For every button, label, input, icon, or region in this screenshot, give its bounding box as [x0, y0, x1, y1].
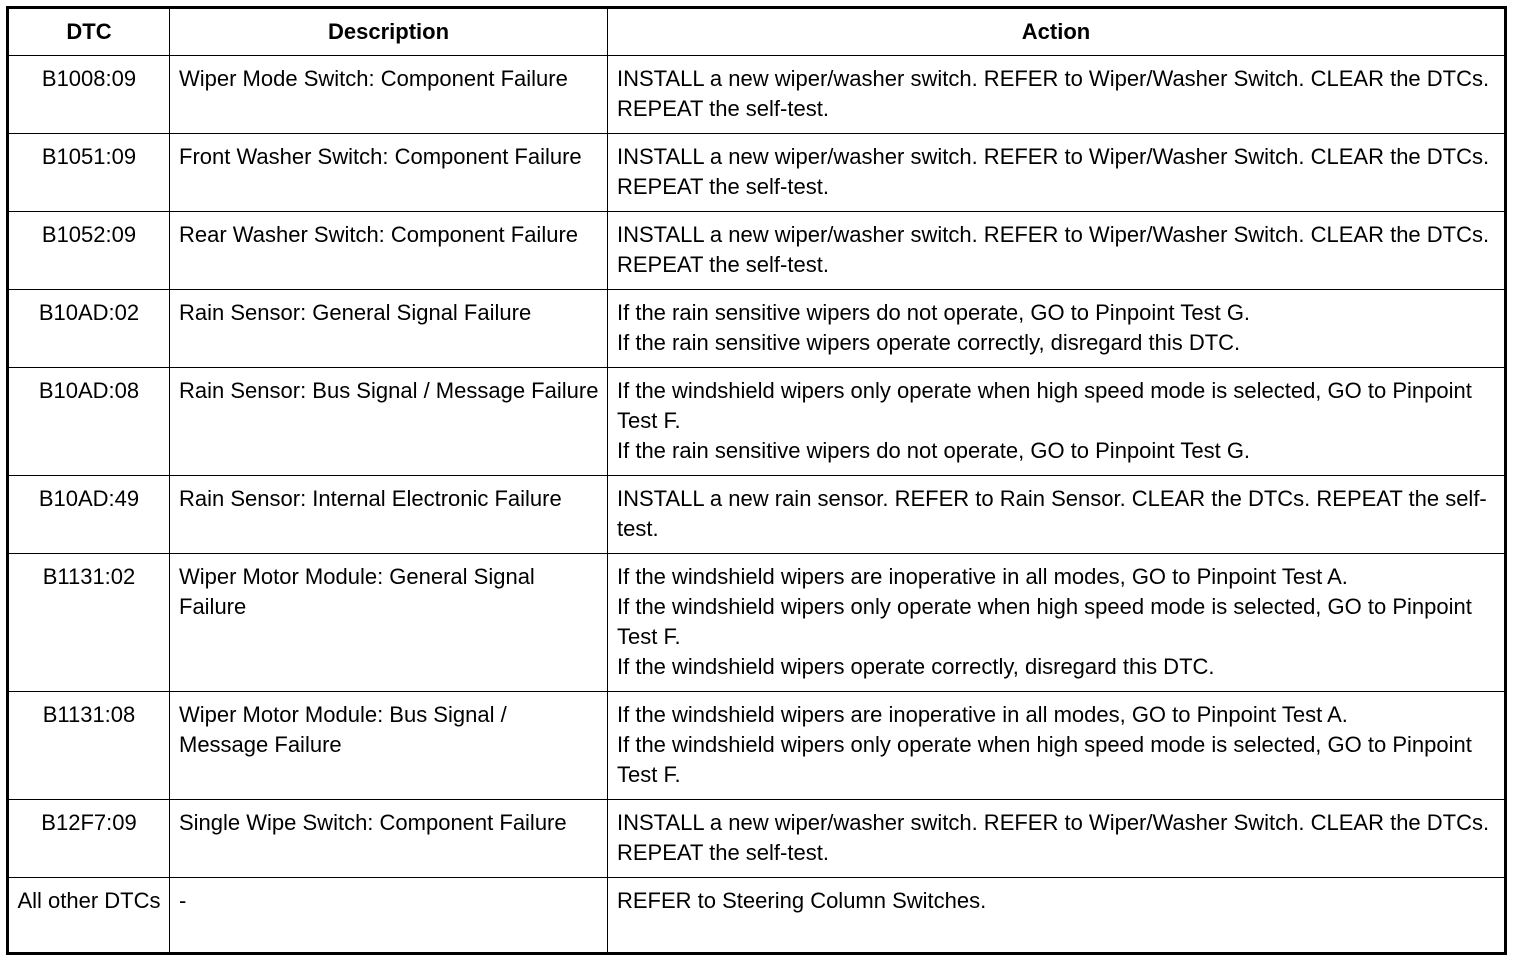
table-body [8, 56, 1506, 954]
table-row [8, 554, 1506, 692]
dtc-description: Rain Sensor: Bus Signal / Message Failure [170, 368, 608, 476]
dtc-action [608, 212, 1506, 290]
action-line: INSTALL a new wiper/washer switch. REFER to Wiper/Washer Switch. CLEAR the DTCs. REPEAT the self-test. [617, 144, 1490, 199]
action-line: INSTALL a new wiper/washer switch. REFER to Wiper/Washer Switch. CLEAR the DTCs. REPEAT the self-test. [617, 66, 1490, 121]
action-line: REFER to Steering Column Switches. [617, 888, 987, 913]
dtc-description: Rear Washer Switch: Component Failure [170, 212, 608, 290]
dtc-code: All other DTCs [8, 878, 170, 954]
table-row [8, 800, 1506, 878]
dtc-action [608, 554, 1506, 692]
dtc-action [608, 134, 1506, 212]
dtc-code: B1131:08 [8, 692, 170, 800]
header-description: Description [170, 8, 608, 56]
table-row [8, 692, 1506, 800]
dtc-action [608, 692, 1506, 800]
dtc-description: Wiper Motor Module: General Signal Failure [170, 554, 608, 692]
dtc-description: Wiper Motor Module: Bus Signal / Message Failure [170, 692, 608, 800]
action-line: If the rain sensitive wipers do not operate, GO to Pinpoint Test G. [617, 300, 1251, 325]
dtc-description: Rain Sensor: Internal Electronic Failure [170, 476, 608, 554]
dtc-action [608, 800, 1506, 878]
table-row [8, 368, 1506, 476]
dtc-code: B10AD:08 [8, 368, 170, 476]
table-row [8, 476, 1506, 554]
action-line: If the windshield wipers operate correctly, disregard this DTC. [617, 654, 1215, 679]
dtc-description: Single Wipe Switch: Component Failure [170, 800, 608, 878]
dtc-table [6, 6, 1507, 955]
table-row [8, 56, 1506, 134]
dtc-action [608, 290, 1506, 368]
dtc-action [608, 56, 1506, 134]
header-dtc: DTC [8, 8, 170, 56]
action-line: If the rain sensitive wipers do not operate, GO to Pinpoint Test G. [617, 438, 1251, 463]
dtc-code: B10AD:02 [8, 290, 170, 368]
dtc-description: - [170, 878, 608, 954]
dtc-code: B1008:09 [8, 56, 170, 134]
action-line: If the windshield wipers only operate when high speed mode is selected, GO to Pinpoint Test F. [617, 378, 1472, 433]
dtc-code: B1052:09 [8, 212, 170, 290]
action-line: If the rain sensitive wipers operate correctly, disregard this DTC. [617, 330, 1241, 355]
table-row [8, 134, 1506, 212]
dtc-description: Rain Sensor: General Signal Failure [170, 290, 608, 368]
header-action: Action [608, 8, 1506, 56]
action-line: If the windshield wipers only operate when high speed mode is selected, GO to Pinpoint Test F. [617, 732, 1472, 787]
dtc-description: Front Washer Switch: Component Failure [170, 134, 608, 212]
dtc-code: B12F7:09 [8, 800, 170, 878]
table-row [8, 290, 1506, 368]
dtc-code: B1051:09 [8, 134, 170, 212]
action-line: INSTALL a new wiper/washer switch. REFER to Wiper/Washer Switch. CLEAR the DTCs. REPEAT the self-test. [617, 222, 1490, 277]
action-line: If the windshield wipers are inoperative in all modes, GO to Pinpoint Test A. [617, 702, 1348, 727]
dtc-action [608, 476, 1506, 554]
action-line: INSTALL a new wiper/washer switch. REFER to Wiper/Washer Switch. CLEAR the DTCs. REPEAT the self-test. [617, 810, 1490, 865]
action-line: If the windshield wipers only operate when high speed mode is selected, GO to Pinpoint Test F. [617, 594, 1472, 649]
header-row [8, 8, 1506, 56]
dtc-code: B10AD:49 [8, 476, 170, 554]
dtc-action [608, 368, 1506, 476]
action-line: INSTALL a new rain sensor. REFER to Rain Sensor. CLEAR the DTCs. REPEAT the self-test. [617, 486, 1487, 541]
dtc-description: Wiper Mode Switch: Component Failure [170, 56, 608, 134]
action-line: If the windshield wipers are inoperative in all modes, GO to Pinpoint Test A. [617, 564, 1348, 589]
table-row [8, 212, 1506, 290]
dtc-action [608, 878, 1506, 954]
table-row [8, 878, 1506, 954]
dtc-code: B1131:02 [8, 554, 170, 692]
